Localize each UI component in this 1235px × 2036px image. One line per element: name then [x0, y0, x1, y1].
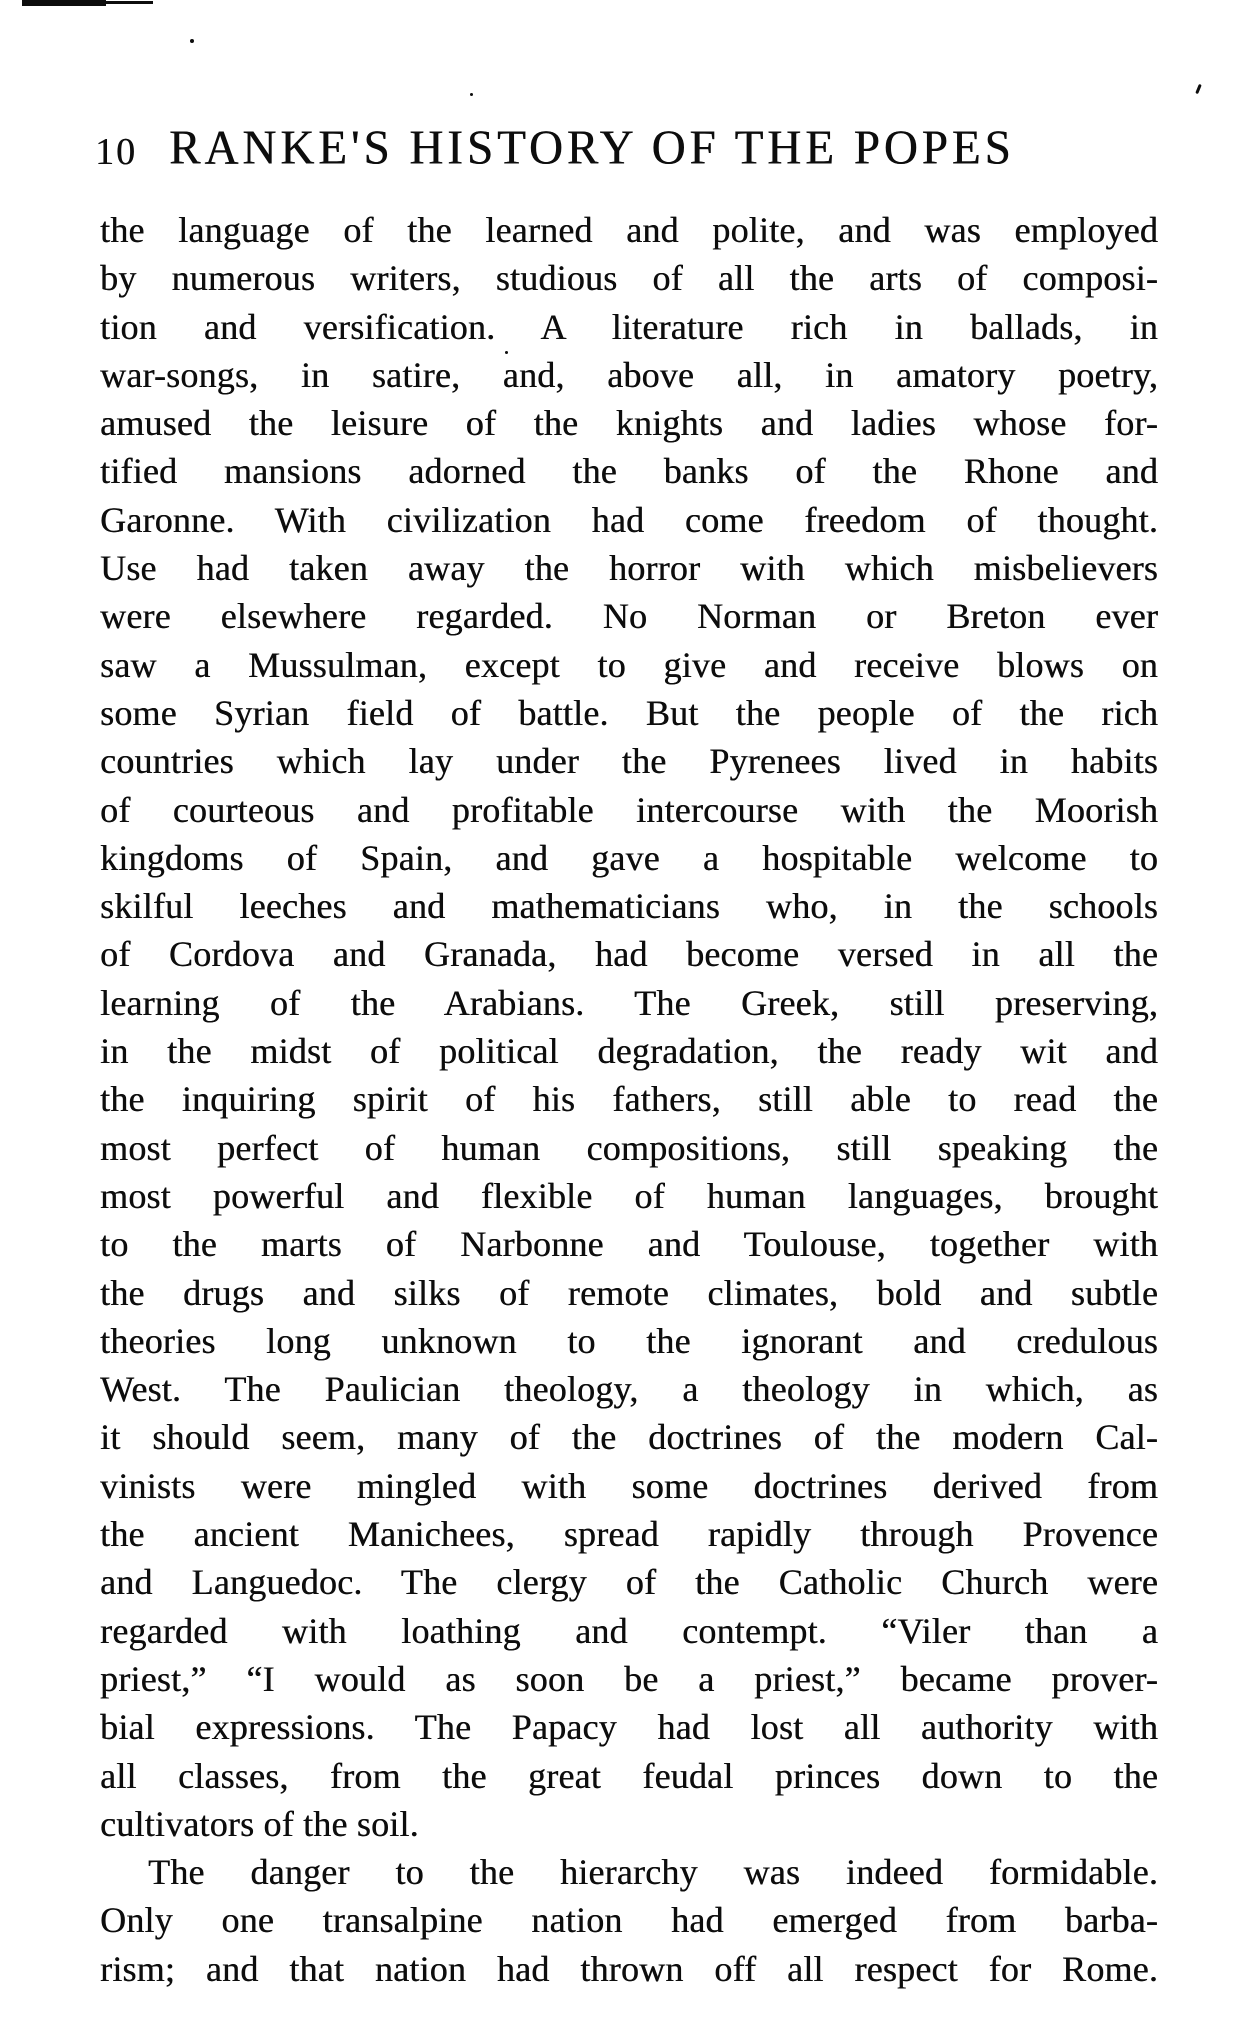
text-line: kingdoms of Spain, and gave a hospitable welcome to [100, 837, 1158, 878]
text-line: West. The Paulician theology, a theology in which, as [100, 1369, 1158, 1410]
text-line: the language of the learned and polite, and was employed [100, 210, 1158, 250]
text-line: bial expressions. The Papacy had lost all authority with [100, 1707, 1158, 1748]
text-line: cultivators of the soil. [100, 1803, 419, 1844]
text-line: and Languedoc. The clergy of the Catholic Church were [100, 1562, 1158, 1603]
text-line: vinists were mingled with some doctrines derived from [100, 1465, 1158, 1506]
text-line: tified mansions adorned the banks of the Rhone and [100, 451, 1158, 492]
text-line: learning of the Arabians. The Greek, still preserving, [100, 982, 1158, 1023]
scan-speck [190, 39, 194, 43]
page-number: 10 [95, 131, 137, 173]
text-line: theories long unknown to the ignorant and credulous [100, 1320, 1158, 1361]
text-line: to the marts of Narbonne and Toulouse, together with [100, 1224, 1158, 1265]
text-line: Use had taken away the horror with which misbelievers [100, 548, 1158, 589]
text-line: regarded with loathing and contempt. “Viler than a [100, 1610, 1158, 1651]
text-line: the ancient Manichees, spread rapidly through Provence [100, 1514, 1158, 1555]
scan-speck [470, 93, 473, 96]
text-line: amused the leisure of the knights and ladies whose for- [100, 403, 1158, 444]
text-line: priest,” “I would as soon be a priest,” became prover- [100, 1658, 1158, 1699]
text-line: countries which lay under the Pyrenees lived in habits [100, 741, 1158, 782]
running-title: RANKE'S HISTORY OF THE POPES [169, 120, 1015, 175]
text-line: war-songs, in satire, and, above all, in amatory poetry, [100, 354, 1158, 395]
text-line: rism; and that nation had thrown off all respect for Rome. [100, 1948, 1158, 1989]
scan-artifact-bar [22, 0, 106, 6]
page-header [95, 122, 1015, 176]
text-line: of Cordova and Granada, had become versed in all the [100, 934, 1158, 975]
text-line: by numerous writers, studious of all the arts of composi- [100, 258, 1158, 299]
text-line: in the midst of political degradation, the ready wit and [100, 1031, 1158, 1072]
text-line: Only one transalpine nation had emerged from barba- [100, 1900, 1158, 1941]
text-line: of courteous and profitable intercourse with the Moorish [100, 789, 1158, 830]
text-line: some Syrian field of battle. But the people of the rich [100, 692, 1158, 733]
text-line: the drugs and silks of remote climates, bold and subtle [100, 1272, 1158, 1313]
text-line: all classes, from the great feudal princes down to the [100, 1755, 1158, 1796]
text-block [100, 206, 1158, 1993]
text-line: most perfect of human compositions, still speaking the [100, 1127, 1158, 1168]
text-line: skilful leeches and mathematicians who, in the schools [100, 886, 1158, 927]
text-line: The danger to the hierarchy was indeed formidable. [148, 1852, 1158, 1893]
text-line: were elsewhere regarded. No Norman or Breton ever [100, 596, 1158, 637]
text-line: the inquiring spirit of his fathers, still able to read the [100, 1079, 1158, 1120]
text-line: it should seem, many of the doctrines of the modern Cal- [100, 1417, 1158, 1458]
text-line: Garonne. With civilization had come freedom of thought. [100, 499, 1158, 540]
scan-speck [1195, 84, 1202, 94]
text-line: saw a Mussulman, except to give and receive blows on [100, 644, 1158, 685]
text-line: tion and versification. A literature rich in ballads, in [100, 306, 1158, 347]
text-line: most powerful and flexible of human languages, brought [100, 1175, 1158, 1216]
scan-artifact-bar-tail [100, 1, 153, 4]
